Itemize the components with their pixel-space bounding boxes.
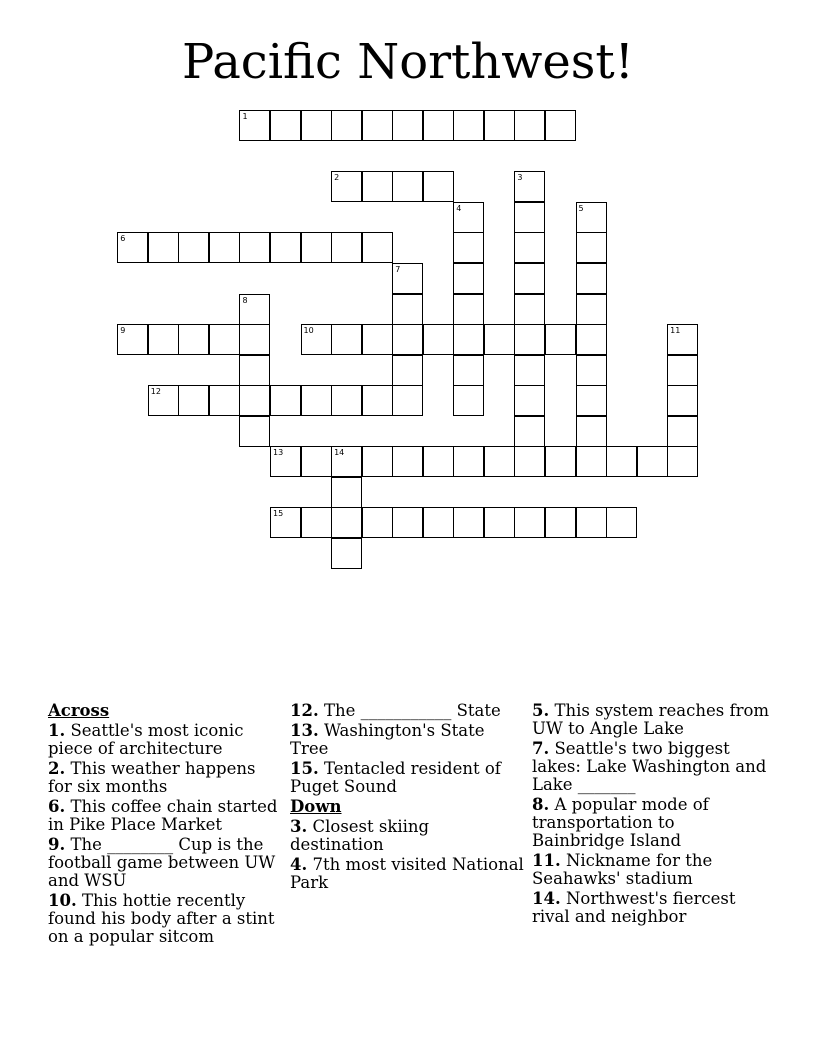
clue-across-10 (48, 892, 284, 946)
clue-down-14 (532, 890, 772, 926)
grid-cell[interactable] (667, 385, 698, 416)
clue-text: Seattle's most iconic piece of architecture (48, 721, 244, 758)
grid-cell[interactable] (514, 232, 545, 263)
clue-number: 15. (290, 759, 319, 778)
grid-cell[interactable] (667, 416, 698, 447)
grid-cell[interactable] (576, 324, 607, 355)
clue-text: A popular mode of transportation to Bainbridge Island (532, 795, 709, 850)
grid-cell[interactable] (117, 324, 148, 355)
grid-cell[interactable] (576, 355, 607, 386)
grid-cell[interactable] (239, 110, 270, 141)
cell-number: 5 (578, 203, 584, 213)
clue-number: 8. (532, 795, 550, 814)
clue-text: This hottie recently found his body after a stint on a popular sitcom (48, 891, 275, 946)
grid-cell[interactable] (331, 171, 362, 202)
clue-across-12 (290, 702, 526, 720)
clue-number: 2. (48, 759, 66, 778)
clue-text: Nickname for the Seahawks' stadium (532, 851, 713, 888)
cell-number: 14 (334, 448, 345, 458)
grid-cell[interactable] (392, 294, 423, 325)
grid-cell[interactable] (331, 446, 362, 477)
grid-cell[interactable] (545, 446, 576, 477)
grid-cell[interactable] (239, 324, 270, 355)
cell-number: 12 (150, 387, 161, 397)
grid-cell[interactable] (270, 385, 301, 416)
grid-cell[interactable] (667, 355, 698, 386)
clue-text: This system reaches from UW to Angle Lake (532, 701, 770, 738)
clues-column-3 (532, 702, 772, 928)
clue-number: 6. (48, 797, 66, 816)
grid-cell[interactable] (209, 324, 240, 355)
grid-cell[interactable] (178, 324, 209, 355)
grid-cell[interactable] (331, 477, 362, 508)
grid-cell[interactable] (667, 446, 698, 477)
clue-text: 7th most visited National Park (290, 855, 524, 892)
grid-cell[interactable] (178, 232, 209, 263)
clue-number: 12. (290, 701, 319, 720)
grid-cell[interactable] (301, 507, 332, 538)
grid-cell[interactable] (545, 507, 576, 538)
grid-cell[interactable] (148, 324, 179, 355)
clue-text: Washington's State Tree (290, 721, 485, 758)
grid-cell[interactable] (453, 263, 484, 294)
cell-number: 2 (334, 173, 340, 183)
clue-number: 4. (290, 855, 308, 874)
clue-down-4 (290, 856, 526, 892)
grid-cell[interactable] (301, 324, 332, 355)
grid-cell[interactable] (331, 507, 362, 538)
grid-cell[interactable] (362, 507, 393, 538)
grid-cell[interactable] (453, 446, 484, 477)
grid-cell[interactable] (606, 446, 637, 477)
cell-number: 6 (120, 234, 126, 244)
grid-cell[interactable] (301, 385, 332, 416)
clue-down-11 (532, 852, 772, 888)
grid-cell[interactable] (423, 507, 454, 538)
cell-number: 9 (120, 326, 126, 336)
grid-cell[interactable] (514, 263, 545, 294)
cell-number: 11 (670, 326, 681, 336)
clue-across-13 (290, 722, 526, 758)
grid-cell[interactable] (148, 232, 179, 263)
clue-number: 14. (532, 889, 561, 908)
clue-number: 7. (532, 739, 550, 758)
grid-cell[interactable] (576, 263, 607, 294)
grid-cell[interactable] (392, 385, 423, 416)
clue-text: The ________ Cup is the football game between UW and WSU (48, 835, 276, 890)
clues-column-2 (290, 702, 526, 894)
grid-cell[interactable] (392, 171, 423, 202)
grid-cell[interactable] (270, 110, 301, 141)
grid-cell[interactable] (178, 385, 209, 416)
grid-cell[interactable] (239, 385, 270, 416)
page-title: Pacific Northwest! (182, 34, 634, 90)
clue-down-8 (532, 796, 772, 850)
grid-cell[interactable] (576, 416, 607, 447)
grid-cell[interactable] (514, 507, 545, 538)
clue-down-7 (532, 740, 772, 794)
grid-cell[interactable] (514, 416, 545, 447)
grid-cell[interactable] (453, 110, 484, 141)
grid-cell[interactable] (667, 324, 698, 355)
grid-cell[interactable] (453, 385, 484, 416)
grid-cell[interactable] (301, 446, 332, 477)
clue-number: 9. (48, 835, 66, 854)
grid-cell[interactable] (576, 446, 607, 477)
grid-cell[interactable] (331, 110, 362, 141)
grid-cell[interactable] (301, 110, 332, 141)
clue-down-3 (290, 818, 526, 854)
grid-cell[interactable] (392, 324, 423, 355)
grid-cell[interactable] (514, 355, 545, 386)
grid-cell[interactable] (331, 538, 362, 569)
grid-cell[interactable] (514, 294, 545, 325)
clue-text: Seattle's two biggest lakes: Lake Washington and Lake _______ (532, 739, 767, 794)
grid-cell[interactable] (514, 202, 545, 233)
grid-cell[interactable] (484, 110, 515, 141)
clue-across-2 (48, 760, 284, 796)
clue-number: 13. (290, 721, 319, 740)
grid-cell[interactable] (576, 202, 607, 233)
grid-cell[interactable] (453, 232, 484, 263)
grid-cell[interactable] (209, 385, 240, 416)
grid-cell[interactable] (514, 171, 545, 202)
down-heading: Down (290, 797, 342, 816)
clue-number: 5. (532, 701, 550, 720)
clue-text: This coffee chain started in Pike Place Market (48, 797, 278, 834)
across-heading: Across (48, 701, 110, 720)
grid-cell[interactable] (576, 294, 607, 325)
grid-cell[interactable] (301, 232, 332, 263)
grid-cell[interactable] (148, 385, 179, 416)
clue-number: 10. (48, 891, 77, 910)
clue-text: Closest skiing destination (290, 817, 430, 854)
grid-cell[interactable] (484, 507, 515, 538)
grid-cell[interactable] (392, 355, 423, 386)
grid-cell[interactable] (514, 446, 545, 477)
grid-cell[interactable] (514, 110, 545, 141)
grid-cell[interactable] (453, 294, 484, 325)
cell-number: 8 (242, 295, 248, 305)
grid-cell[interactable] (117, 232, 148, 263)
grid-cell[interactable] (362, 446, 393, 477)
grid-cell[interactable] (239, 416, 270, 447)
grid-cell[interactable] (362, 385, 393, 416)
clues-column-1 (48, 702, 284, 948)
cell-number: 13 (273, 448, 284, 458)
grid-cell[interactable] (392, 507, 423, 538)
clue-text: Northwest's fiercest rival and neighbor (532, 889, 736, 926)
grid-cell[interactable] (392, 110, 423, 141)
clue-across-9 (48, 836, 284, 890)
grid-cell[interactable] (484, 324, 515, 355)
grid-cell[interactable] (209, 232, 240, 263)
grid-cell[interactable] (484, 446, 515, 477)
grid-cell[interactable] (270, 446, 301, 477)
grid-cell[interactable] (392, 446, 423, 477)
grid-cell[interactable] (392, 263, 423, 294)
grid-cell[interactable] (331, 385, 362, 416)
grid-cell[interactable] (270, 507, 301, 538)
grid-cell[interactable] (606, 507, 637, 538)
grid-cell[interactable] (239, 294, 270, 325)
cell-number: 15 (273, 509, 284, 519)
clue-number: 3. (290, 817, 308, 836)
clue-text: Tentacled resident of Puget Sound (290, 759, 501, 796)
grid-cell[interactable] (331, 324, 362, 355)
grid-cell[interactable] (362, 324, 393, 355)
cell-number: 10 (303, 326, 314, 336)
clue-text: The ___________ State (318, 701, 501, 720)
grid-cell[interactable] (514, 385, 545, 416)
grid-cell[interactable] (362, 232, 393, 263)
grid-cell[interactable] (453, 507, 484, 538)
grid-cell[interactable] (514, 324, 545, 355)
grid-cell[interactable] (423, 324, 454, 355)
grid-cell[interactable] (576, 232, 607, 263)
clue-down-5 (532, 702, 772, 738)
grid-cell[interactable] (362, 171, 393, 202)
grid-cell[interactable] (331, 232, 362, 263)
clue-number: 11. (532, 851, 561, 870)
grid-cell[interactable] (423, 110, 454, 141)
grid-cell[interactable] (453, 202, 484, 233)
cell-number: 4 (456, 203, 462, 213)
grid-cell[interactable] (453, 324, 484, 355)
grid-cell[interactable] (453, 355, 484, 386)
clue-across-1 (48, 722, 284, 758)
grid-cell[interactable] (423, 446, 454, 477)
grid-cell[interactable] (545, 110, 576, 141)
cell-number: 1 (242, 112, 248, 122)
grid-cell[interactable] (576, 385, 607, 416)
clue-across-6 (48, 798, 284, 834)
grid-cell[interactable] (576, 507, 607, 538)
grid-cell[interactable] (545, 324, 576, 355)
grid-cell[interactable] (239, 232, 270, 263)
cell-number: 7 (395, 265, 401, 274)
grid-cell[interactable] (423, 171, 454, 202)
clue-number: 1. (48, 721, 66, 740)
clue-across-15 (290, 760, 526, 796)
grid-cell[interactable] (637, 446, 668, 477)
cell-number: 3 (517, 173, 523, 183)
grid-cell[interactable] (270, 232, 301, 263)
grid-cell[interactable] (362, 110, 393, 141)
grid-cell[interactable] (239, 355, 270, 386)
clue-text: This weather happens for six months (48, 759, 256, 796)
